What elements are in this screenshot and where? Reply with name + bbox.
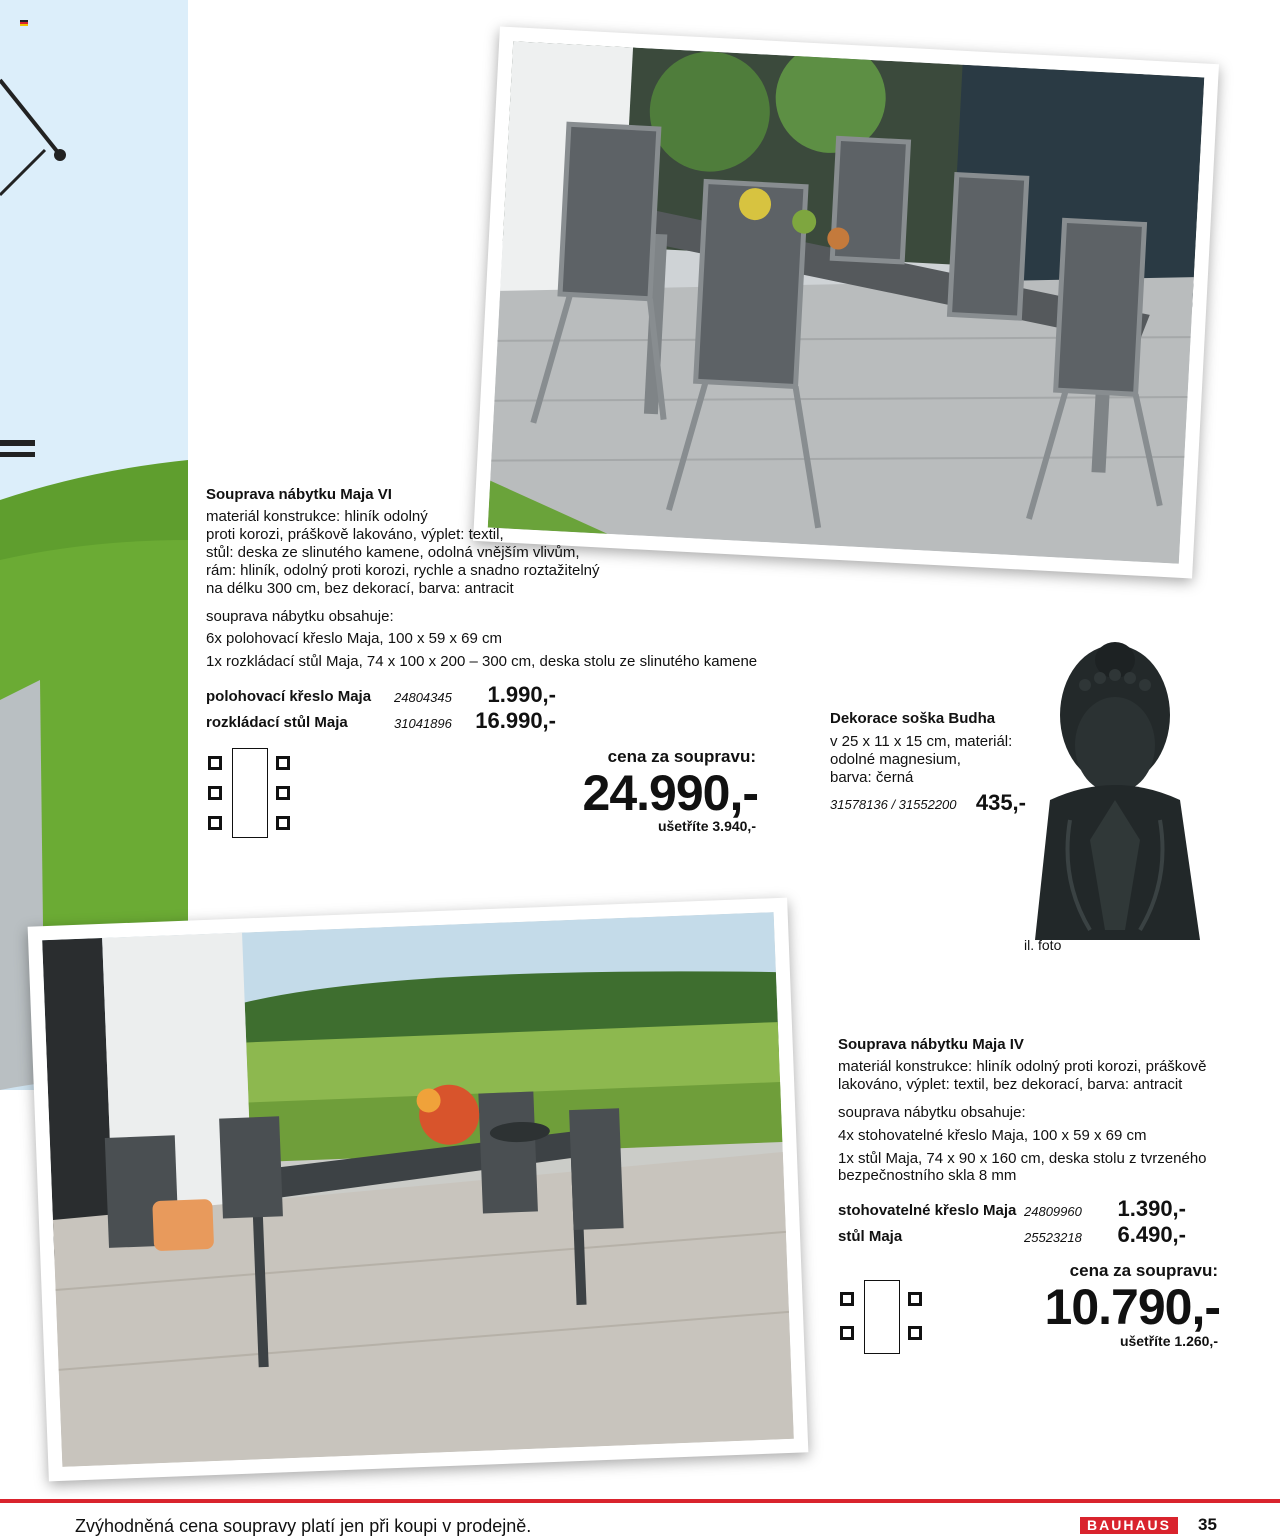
maja-iv-savings: ušetříte 1.260,- — [1119, 1333, 1218, 1349]
terrace-photo-maja-vi — [488, 41, 1205, 564]
photo-maja-iv — [28, 898, 809, 1482]
maja-iv-desc-line: materiál konstrukce: hliník odolný proti korozi, práškově — [838, 1058, 1207, 1075]
maja-vi-desc-line: stůl: deska ze slinutého kamene, odolná vnějším vlivům, — [206, 544, 580, 561]
maja-vi-item-name: rozkládací stůl Maja — [206, 714, 348, 731]
budha-photo-note: il. foto — [1024, 937, 1062, 953]
budha-statue-image — [1030, 640, 1205, 952]
maja-iv-contains-label: souprava nábytku obsahuje: — [838, 1104, 1026, 1121]
table-layout-icon — [838, 1280, 926, 1354]
maja-iv-description — [838, 1058, 1258, 1094]
maja-vi-desc-line: proti korozi, práškově lakováno, výplet: textil, — [206, 526, 504, 543]
page-number: 35 — [1198, 1515, 1217, 1534]
budha-desc-line: odolné magnesium, — [830, 751, 961, 768]
maja-vi-desc-line: rám: hliník, odolný proti korozi, rychle a snadno roztažitelný — [206, 562, 600, 579]
maja-iv-contains-item: 4x stohovatelné křeslo Maja, 100 x 59 x 69 cm — [838, 1127, 1147, 1144]
maja-vi-desc-line: materiál konstrukce: hliník odolný — [206, 508, 428, 525]
maja-vi-savings: ušetříte 3.940,- — [657, 818, 756, 834]
budha-desc-line: v 25 x 11 x 15 cm, materiál: — [830, 733, 1013, 750]
maja-iv-set-price-label: cena za soupravu: — [1069, 1261, 1218, 1280]
maja-iv-item-price: 1.390,- — [1117, 1196, 1186, 1221]
maja-vi-contains-item: 6x polohovací křeslo Maja, 100 x 59 x 69 cm — [206, 630, 502, 647]
maja-vi-description — [206, 508, 626, 598]
maja-vi-item-price: 16.990,- — [475, 708, 556, 733]
maja-iv-contains-item: bezpečnostního skla 8 mm — [838, 1167, 1017, 1184]
maja-vi-set-price: 24.990,- — [582, 765, 758, 821]
bauhaus-logo: BAUHAUS — [1080, 1517, 1178, 1534]
maja-vi-item-code: 31041896 — [394, 716, 452, 731]
maja-iv-set-price: 10.790,- — [1044, 1279, 1220, 1335]
maja-iv-item-code: 25523218 — [1024, 1230, 1082, 1245]
budha-price: 435,- — [975, 790, 1026, 815]
maja-iv-item-code: 24809960 — [1024, 1204, 1082, 1219]
budha-statue — [1030, 640, 1205, 952]
terrace-photo-maja-iv — [42, 912, 794, 1467]
maja-vi-item-code: 24804345 — [394, 690, 452, 705]
maja-iv-item-price: 6.490,- — [1117, 1222, 1186, 1247]
maja-vi-set-price-label: cena za soupravu: — [607, 747, 756, 766]
budha-title: Dekorace soška Budha — [830, 710, 996, 727]
photo-maja-vi — [473, 27, 1219, 579]
maja-iv-desc-line: lakováno, výplet: textil, bez dekorací, barva: antracit — [838, 1076, 1183, 1093]
table-layout-icon — [206, 748, 294, 838]
maja-iv-title: Souprava nábytku Maja IV — [838, 1036, 1024, 1053]
budha-desc-line: barva: černá — [830, 769, 914, 786]
maja-vi-item-name: polohovací křeslo Maja — [206, 688, 372, 705]
footer-divider — [0, 1499, 1280, 1503]
maja-iv-item-name: stůl Maja — [838, 1228, 903, 1245]
budha-code: 31578136 / 31552200 — [830, 797, 957, 812]
maja-vi-contains-item: 1x rozkládací stůl Maja, 74 x 100 x 200 – 300 cm, deska stolu ze slinutého kamene — [206, 653, 758, 670]
budha-description — [830, 733, 1030, 787]
flag-icon — [20, 20, 28, 26]
maja-iv-item-name: stohovatelné křeslo Maja — [838, 1202, 1017, 1219]
footer-note: Zvýhodněná cena soupravy platí jen při koupi v prodejně. — [75, 1516, 532, 1536]
maja-iv-contains-item: 1x stůl Maja, 74 x 90 x 160 cm, deska stolu z tvrzeného — [838, 1150, 1207, 1167]
maja-vi-desc-line: na délku 300 cm, bez dekorací, barva: antracit — [206, 580, 514, 597]
maja-vi-item-price: 1.990,- — [487, 682, 556, 707]
maja-vi-contains-label: souprava nábytku obsahuje: — [206, 608, 394, 625]
maja-vi-title: Souprava nábytku Maja VI — [206, 486, 392, 503]
